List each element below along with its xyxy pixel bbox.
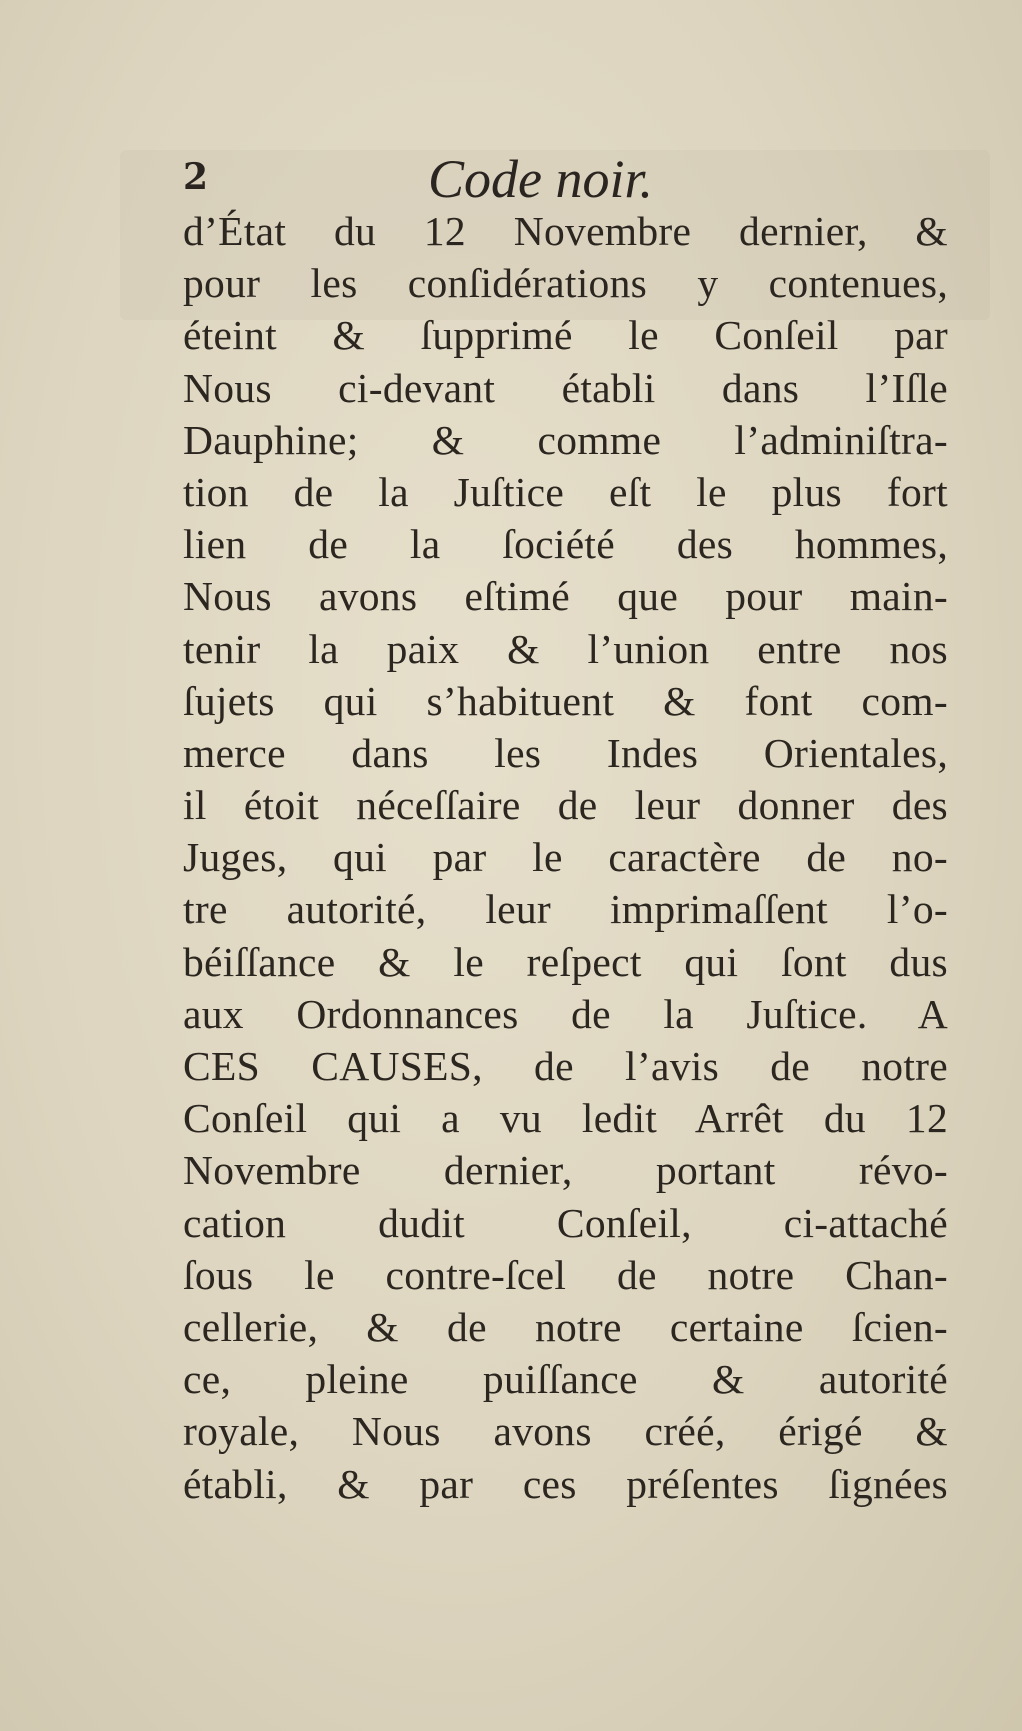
text-line: tenir la paix & l’union entre nos: [183, 625, 948, 672]
text-line: tion de la Juſtice eſt le plus fort: [183, 468, 948, 515]
text-line: Conſeil qui a vu ledit Arrêt du 12: [183, 1095, 948, 1142]
text-line: aux Ordonnances de la Juſtice. A: [183, 990, 948, 1037]
text-line: lien de la ſociété des hommes,: [183, 521, 948, 568]
running-head: [183, 148, 963, 208]
text-line: pour les conſidérations y contenues,: [183, 260, 948, 307]
text-line: tre autorité, leur imprimaſſent l’o-: [183, 886, 948, 933]
text-line: cellerie, & de notre certaine ſcien-: [183, 1303, 948, 1350]
text-line: ce, pleine puiſſance & autorité: [183, 1356, 948, 1403]
text-line: ſous le contre-ſcel de notre Chan-: [183, 1251, 948, 1298]
running-title: Code noir.: [428, 149, 654, 209]
text-line: CES CAUSES, de l’avis de notre: [183, 1043, 948, 1089]
text-line: merce dans les Indes Orientales,: [183, 729, 948, 776]
text-line: éteint & ſupprimé le Conſeil par: [183, 312, 948, 359]
text-line: ſujets qui s’habituent & font com-: [183, 677, 948, 724]
page-number: 2: [183, 156, 209, 198]
text-line: Novembre dernier, portant révo-: [183, 1147, 948, 1194]
text-line: Nous ci-devant établi dans l’Iſle: [183, 364, 948, 411]
text-line: d’État du 12 Novembre dernier, &: [183, 208, 948, 254]
text-line: béiſſance & le reſpect qui ſont dus: [183, 938, 948, 985]
text-line: il étoit néceſſaire de leur donner des: [183, 782, 948, 829]
text-line: établi, & par ces préſentes ſignées: [183, 1460, 948, 1507]
text-line: cation dudit Conſeil, ci-attaché: [183, 1199, 948, 1246]
text-line: royale, Nous avons créé, érigé &: [183, 1408, 948, 1455]
text-line: Nous avons eſtimé que pour main-: [183, 573, 948, 620]
body-text: [183, 205, 948, 1510]
text-line: Dauphine; & comme l’adminiſtra-: [183, 416, 948, 463]
text-line: Juges, qui par le caractère de no-: [183, 834, 948, 881]
